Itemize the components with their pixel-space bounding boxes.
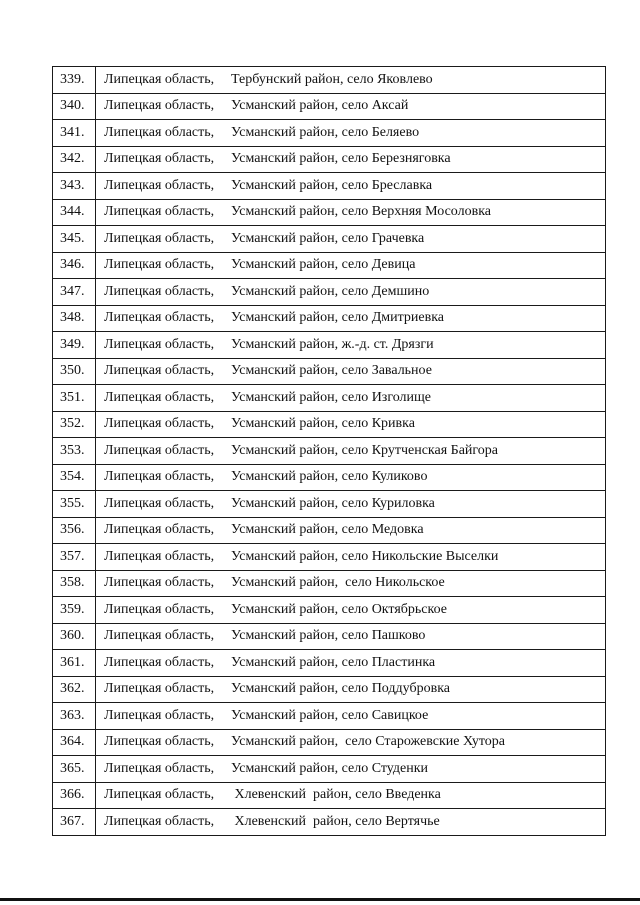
row-locality-cell [96,358,606,385]
table-row [53,385,606,412]
locality-name: Усманский район, село Старожевские Хутора [231,734,505,750]
region-name: Липецкая область, [104,787,215,803]
region-name: Липецкая область, [104,548,215,564]
table-row [53,491,606,518]
row-number: 361. [53,650,96,677]
locality-name: Усманский район, село Никольское [231,575,445,591]
region-name: Липецкая область, [104,283,215,299]
row-locality-cell [96,570,606,597]
region-name: Липецкая область, [104,469,215,485]
locality-name: Усманский район, село Изголище [231,389,432,405]
row-locality-cell [96,729,606,756]
locality-name: Усманский район, село Дмитриевка [231,310,445,326]
row-locality-cell [96,199,606,226]
row-locality-cell [96,120,606,147]
row-locality-cell [96,544,606,571]
row-number: 349. [53,332,96,359]
row-locality-cell [96,67,606,94]
locality-name: Усманский район, село Кривка [231,416,415,432]
row-locality-cell [96,332,606,359]
row-locality-cell [96,305,606,332]
region-name: Липецкая область, [104,257,215,273]
table-row [53,809,606,836]
region-name: Липецкая область, [104,654,215,670]
row-number: 356. [53,517,96,544]
row-number: 358. [53,570,96,597]
row-number: 367. [53,809,96,836]
locality-name: Усманский район, село Октябрьское [231,601,447,617]
locality-name: Усманский район, село Беляево [231,124,420,140]
region-name: Липецкая область, [104,522,215,538]
region-name: Липецкая область, [104,151,215,167]
locality-name: Тербунский район, село Яковлево [231,71,433,87]
locality-name: Хлевенский район, село Вертячье [231,813,440,829]
locality-name: Усманский район, село Демшино [231,283,430,299]
row-number: 343. [53,173,96,200]
row-locality-cell [96,782,606,809]
region-name: Липецкая область, [104,707,215,723]
region-name: Липецкая область, [104,71,215,87]
row-number: 353. [53,438,96,465]
row-number: 351. [53,385,96,412]
row-locality-cell [96,597,606,624]
row-number: 339. [53,67,96,94]
table-row [53,438,606,465]
row-number: 354. [53,464,96,491]
table-row [53,729,606,756]
locality-name: Усманский район, село Пашково [231,628,426,644]
row-number: 345. [53,226,96,253]
locality-name: Усманский район, село Савицкое [231,707,429,723]
region-name: Липецкая область, [104,310,215,326]
locality-name: Усманский район, село Куликово [231,469,428,485]
row-number: 364. [53,729,96,756]
row-locality-cell [96,93,606,120]
table-row [53,146,606,173]
row-locality-cell [96,411,606,438]
table-row [53,650,606,677]
locality-table [52,66,606,836]
table-row [53,623,606,650]
table-row [53,305,606,332]
row-locality-cell [96,650,606,677]
table-row [53,570,606,597]
region-name: Липецкая область, [104,230,215,246]
row-number: 350. [53,358,96,385]
row-number: 352. [53,411,96,438]
table-row [53,464,606,491]
row-number: 347. [53,279,96,306]
table-row [53,332,606,359]
row-locality-cell [96,703,606,730]
row-number: 355. [53,491,96,518]
row-locality-cell [96,464,606,491]
row-locality-cell [96,252,606,279]
locality-name: Усманский район, ж.-д. ст. Дрязги [231,336,434,352]
locality-name: Усманский район, село Верхняя Мосоловка [231,204,491,220]
table-row [53,93,606,120]
region-name: Липецкая область, [104,734,215,750]
row-locality-cell [96,623,606,650]
table-row [53,517,606,544]
table-row [53,279,606,306]
row-number: 362. [53,676,96,703]
row-locality-cell [96,226,606,253]
table-row [53,782,606,809]
region-name: Липецкая область, [104,98,215,114]
row-number: 357. [53,544,96,571]
row-locality-cell [96,756,606,783]
row-locality-cell [96,438,606,465]
locality-name: Усманский район, село Никольские Выселки [231,548,499,564]
table-row [53,67,606,94]
locality-name: Усманский район, село Березняговка [231,151,451,167]
table-row [53,226,606,253]
row-locality-cell [96,517,606,544]
row-locality-cell [96,809,606,836]
locality-name: Усманский район, село Бреславка [231,177,433,193]
locality-name: Усманский район, село Крутченская Байгора [231,442,499,458]
table-row [53,676,606,703]
region-name: Липецкая область, [104,124,215,140]
region-name: Липецкая область, [104,442,215,458]
table-row [53,252,606,279]
row-number: 363. [53,703,96,730]
locality-name: Усманский район, село Пластинка [231,654,436,670]
page-bottom-rule [0,898,640,901]
region-name: Липецкая область, [104,416,215,432]
region-name: Липецкая область, [104,628,215,644]
row-number: 359. [53,597,96,624]
locality-table-body [53,67,606,836]
row-locality-cell [96,385,606,412]
table-row [53,173,606,200]
table-row [53,756,606,783]
row-number: 366. [53,782,96,809]
locality-name: Усманский район, село Медовка [231,522,424,538]
locality-name: Усманский район, село Завальное [231,363,432,379]
table-row [53,199,606,226]
locality-name: Усманский район, село Поддубровка [231,681,451,697]
row-locality-cell [96,173,606,200]
row-number: 346. [53,252,96,279]
row-locality-cell [96,279,606,306]
region-name: Липецкая область, [104,363,215,379]
region-name: Липецкая область, [104,177,215,193]
table-row [53,120,606,147]
locality-name: Усманский район, село Грачевка [231,230,425,246]
region-name: Липецкая область, [104,204,215,220]
region-name: Липецкая область, [104,760,215,776]
table-row [53,703,606,730]
region-name: Липецкая область, [104,813,215,829]
row-number: 360. [53,623,96,650]
row-number: 342. [53,146,96,173]
region-name: Липецкая область, [104,389,215,405]
region-name: Липецкая область, [104,575,215,591]
row-number: 344. [53,199,96,226]
table-row [53,597,606,624]
row-number: 341. [53,120,96,147]
table-row [53,411,606,438]
row-number: 365. [53,756,96,783]
region-name: Липецкая область, [104,495,215,511]
row-locality-cell [96,146,606,173]
row-number: 348. [53,305,96,332]
row-locality-cell [96,491,606,518]
table-row [53,544,606,571]
region-name: Липецкая область, [104,681,215,697]
locality-name: Хлевенский район, село Введенка [231,787,441,803]
row-locality-cell [96,676,606,703]
region-name: Липецкая область, [104,336,215,352]
table-row [53,358,606,385]
locality-name: Усманский район, село Девица [231,257,416,273]
locality-name: Усманский район, село Студенки [231,760,429,776]
region-name: Липецкая область, [104,601,215,617]
row-number: 340. [53,93,96,120]
locality-name: Усманский район, село Куриловка [231,495,435,511]
locality-name: Усманский район, село Аксай [231,98,409,114]
